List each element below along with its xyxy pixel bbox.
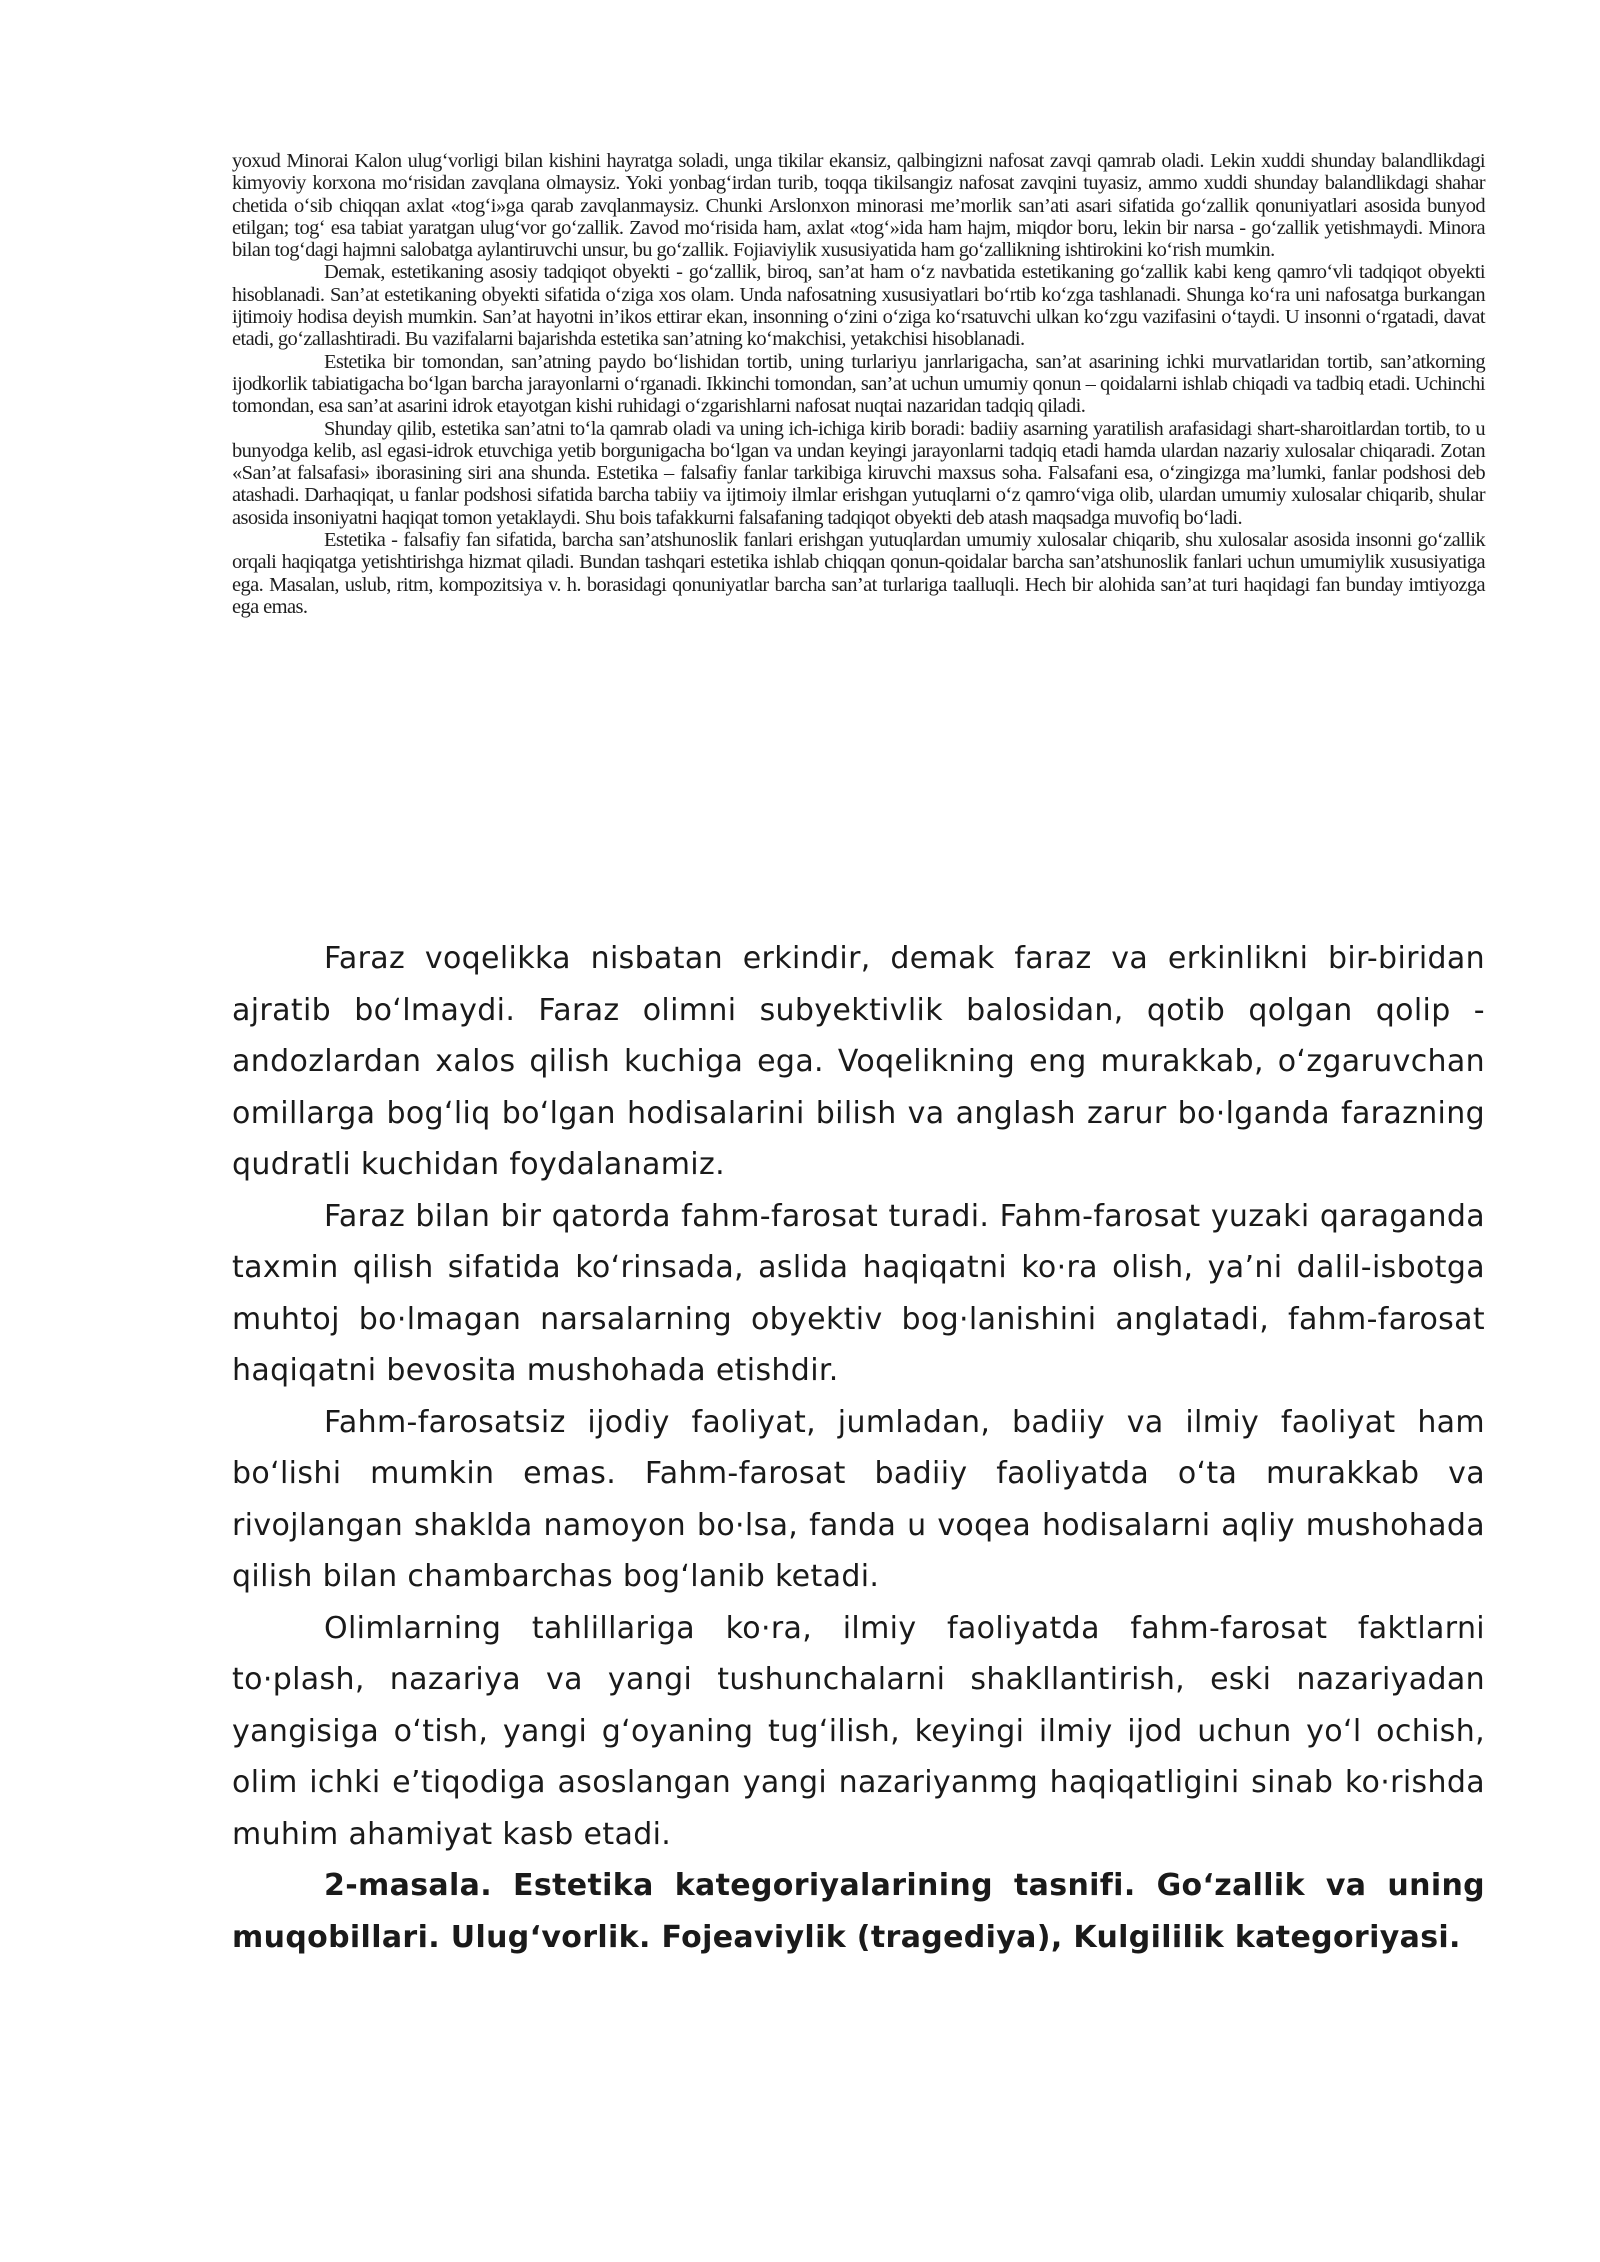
paragraph: Demak, estetikaning asosiy tadqiqot obyekti - go‘zallik, biroq, san’at ham o‘z navbatida estetikaning go‘zallik kabi keng qamro‘vli tadqiqot obyekti hisoblanadi. San’at estetikaning obyekti sifatida o‘ziga xos olam. Unda nafosatning xususiyatlari bo‘rtib ko‘zga tashlanadi. Shunga ko‘ra uni nafosatga burkangan ijtimoiy hodisa deyish mumkin. San’at hayotni in’ikos ettirar ekan, insonning o‘zini o‘ziga ko‘rsatuvchi ulkan ko‘zgu vazifasini o‘taydi. U insonni o‘rgatadi, davat etadi, go‘zallashtiradi. Bu vazifalarni bajarishda estetika san’atning ko‘makchisi, yetakchisi hisoblanadi. xyxy=(232,261,1485,351)
large-text-block xyxy=(232,933,1485,1963)
paragraph: Fahm-farosatsiz ijodiy faoliyat, jumladan, badiiy va ilmiy faoliyat ham bo‘lishi mumkin emas. Fahm-farosat badiiy faoliyatda o‘ta murakkab va rivojlangan shaklda namoyon bo·lsa, fanda u voqea hodisalarni aqliy mushohada qilish bilan chambarchas bog‘lanib ketadi. xyxy=(232,1404,1485,1594)
paragraph: Estetika bir tomondan, san’atning paydo bo‘lishidan tortib, uning turlariyu janrlarigacha, san’at asarining ichki murvatlaridan tortib, san’atkorning ijodkorlik tabiatigacha bo‘lgan barcha jarayonlarni o‘rganadi. Ikkinchi tomondan, san’at uchun umumiy qonun – qoidalarni ishlab chiqadi va tadbiq etadi. Uchinchi tomondan, esa san’at asarini idrok etayotgan kishi ruhidagi o‘zgarishlarni nafosat nuqtai nazaridan tadqiq qiladi. xyxy=(232,350,1485,418)
paragraph: Shunday qilib, estetika san’atni to‘la qamrab oladi va uning ich-ichiga kirib boradi: badiiy asarning yaratilish arafasidagi shart-sharoitlardan tortib, to u bunyodga kelib, asl egasi-idrok etuvchiga yetib borgunigacha bo‘lgan va undan keyingi jarayonlarni tadqiq etadi hamda ulardan nazariy xulosalar chiqaradi. Zotan «San’at falsafasi» iborasining siri ana shunda. Estetika – falsafiy fanlar tarkibiga kiruvchi maxsus soha. Falsafani esa, o‘zingizga ma’lumki, fanlar podshosi deb atashadi. Darhaqiqat, u fanlar podshosi sifatida barcha tabiiy va ijtimoiy ilmlar erishgan yutuqlarni o‘z qamro‘viga olib, ulardan umumiy xulosalar chiqarib, shular asosida insoniyatni haqiqat tomon yetaklaydi. Shu bois tafakkurni falsafaning tadqiqot obyekti deb atash maqsadga muvofiq bo‘ladi. xyxy=(232,417,1485,529)
paragraph: Faraz bilan bir qatorda fahm-farosat turadi. Fahm-farosat yuzaki qaraganda taxmin qilish sifatida ko‘rinsada, aslida haqiqatni ko·ra olish, ya’ni dalil-isbotga muhtoj bo·lmagan narsalarning obyektiv bog·lanishini anglatadi, fahm-farosat haqiqatni bevosita mushohada etishdir. xyxy=(232,1198,1485,1388)
paragraph: Faraz voqelikka nisbatan erkindir, demak faraz va erkinlikni bir-biridan ajratib bo‘lmaydi. Faraz olimni subyektivlik balosidan, qotib qolgan qolip - andozlardan xalos qilish kuchiga ega. Voqelikning eng murakkab, o‘zgaruvchan omillarga bog‘liq bo‘lgan hodisalarini bilish va anglash zarur bo·lganda farazning qudratli kuchidan foydalanamiz. xyxy=(232,941,1485,1182)
section-heading: 2-masala. Estetika kategoriyalarining tasnifi. Go‘zallik va uning muqobillari. Ulug‘vorlik. Fojeaviylik (tragediya), Kulgililik kategoriyasi. xyxy=(232,1868,1485,1955)
small-text-block xyxy=(232,150,1485,618)
paragraph: Estetika - falsafiy fan sifatida, barcha san’atshunoslik fanlari erishgan yutuqlardan umumiy xulosalar chiqarib, shu xulosalar asosida insonni go‘zallik orqali haqiqatga yetishtirishga hizmat qiladi. Bundan tashqari estetika ishlab chiqqan qonun-qoidalar barcha san’atshunoslik fanlari uchun umumiylik xususiyatiga ega. Masalan, uslub, ritm, kompozitsiya v. h. borasidagi qonuniyatlar barcha san’at turlariga taalluqli. Hech bir alohida san’at turi haqidagi fan bunday imtiyozga ega emas. xyxy=(232,529,1485,618)
paragraph: Olimlarning tahlillariga ko·ra, ilmiy faoliyatda fahm-farosat faktlarni to·plash, nazariya va yangi tushunchalarni shakllantirish, eski nazariyadan yangisiga o‘tish, yangi g‘oyaning tug‘ilish, keyingi ilmiy ijod uchun yo‘l ochish, olim ichki e’tiqodiga asoslangan yangi nazariyanmg haqiqatligini sinab ko·rishda muhim ahamiyat kasb etadi. xyxy=(232,1610,1485,1852)
paragraph-continuation: yoxud Minorai Kalon ulug‘vorligi bilan kishini hayratga soladi, unga tikilar ekansiz, qalbingizni nafosat zavqi qamrab oladi. Lekin xuddi shunday balandlikdagi kimyoviy korxona mo‘risidan zavqlana olmaysiz. Yoki yonbag‘irdan turib, toqqa tikilsangiz nafosat zavqini tuyasiz, ammo xuddi shunday balandlikdagi shahar chetida o‘sib chiqqan axlat «tog‘i»ga qarab zavqlanmaysiz. Chunki Arslonxon minorasi me’morlik san’ati asari sifatida go‘zallik qonuniyatlari asosida bunyod etilgan; tog‘ esa tabiat yaratgan ulug‘vor go‘zallik. Zavod mo‘risida ham, axlat «tog‘»ida ham hajm, miqdor boru, lekin bir narsa - go‘zallik yetishmaydi. Minora bilan tog‘dagi hajmni salobatga aylantiruvchi unsur, bu go‘zallik. Fojiaviylik xususiyatida ham go‘zallikning ishtirokini ko‘rish mumkin. xyxy=(232,150,1485,262)
